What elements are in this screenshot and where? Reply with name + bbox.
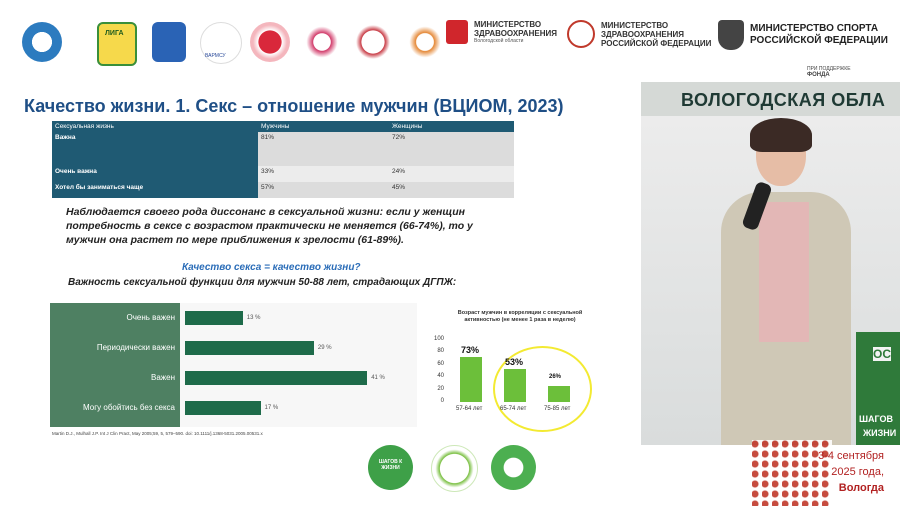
table-cell: 33% bbox=[258, 166, 389, 182]
bar-value-label: 53% bbox=[505, 357, 524, 368]
region-banner-text: ВОЛОГОДСКАЯ ОБЛА bbox=[681, 90, 886, 110]
emblem-logo bbox=[152, 22, 186, 62]
event-city: Вологда bbox=[838, 482, 884, 494]
red-cross-icon bbox=[446, 20, 468, 44]
liga-logo-text: ЛИГА bbox=[105, 30, 124, 37]
caduceus-icon bbox=[567, 20, 595, 48]
bar bbox=[185, 401, 261, 415]
speaker-video bbox=[641, 82, 900, 445]
table-cell: 24% bbox=[389, 166, 514, 182]
slide-title: Качество жизни. 1. Секс – отношение мужчин (ВЦИОМ, 2023) bbox=[24, 96, 564, 116]
table-header: Женщины bbox=[389, 121, 514, 132]
event-dates bbox=[818, 448, 884, 496]
ministry-sub: Вологодской области bbox=[474, 38, 524, 44]
ministry-name: МИНИСТЕРСТВО ЗДРАВООХРАНЕНИЯ РОССИЙСКОЙ ФЕДЕРАЦИИ bbox=[601, 20, 712, 48]
steps-logo bbox=[368, 445, 413, 490]
bar-value-label: 13 % bbox=[246, 315, 261, 321]
speaker-hair bbox=[750, 118, 812, 152]
y-tick-label: 40 bbox=[437, 373, 444, 380]
dissonance-note: Наблюдается своего рода диссонанс в сексуальной жизни: если у женщин потребность в сексе с возрастом практически не меняется (66-74%), то у мужчин она растет по мере приближения к зрелости (61-89%). bbox=[66, 206, 473, 246]
rf-health-ministry bbox=[567, 20, 711, 48]
x-tick-label: 57-64 лет bbox=[456, 406, 483, 412]
table-cell: Важна bbox=[52, 132, 258, 166]
table-header: Мужчины bbox=[258, 121, 389, 132]
bar-value-label: 73% bbox=[461, 344, 480, 355]
table-cell: 72% bbox=[389, 132, 514, 166]
sun-logo bbox=[405, 22, 445, 62]
rings-logo bbox=[431, 445, 478, 492]
event-date: 3-4 сентября bbox=[818, 450, 884, 462]
y-tick-label: 100 bbox=[433, 336, 444, 342]
bar-value-label: 41 % bbox=[371, 375, 385, 381]
importance-bar-chart bbox=[50, 303, 417, 427]
side-text: ОС bbox=[873, 347, 891, 361]
quality-question: Качество секса = качество жизни? bbox=[182, 262, 361, 273]
green-person-logo bbox=[491, 445, 536, 490]
table-header: Сексуальная жизнь bbox=[52, 121, 258, 132]
y-tick-label: 0 bbox=[440, 398, 444, 404]
bar-category-label: Могу обойтись без секса bbox=[83, 403, 175, 412]
table-cell: Очень важна bbox=[52, 166, 258, 182]
ministry-name: МИНИСТЕРСТВО ЗДРАВООХРАНЕНИЯ bbox=[474, 20, 557, 38]
y-tick-label: 80 bbox=[437, 348, 444, 355]
table-cell: 45% bbox=[389, 182, 514, 198]
table-row bbox=[52, 182, 514, 198]
x-tick-label: 75-85 лет bbox=[544, 406, 571, 412]
vologda-health-ministry bbox=[446, 20, 557, 44]
liga-logo bbox=[97, 22, 137, 66]
bar-value-label: 29 % bbox=[317, 345, 332, 351]
table-header-row bbox=[52, 121, 514, 132]
support-line: ПРИ ПОДДЕРЖКЕ bbox=[807, 66, 851, 72]
bar bbox=[548, 386, 570, 402]
bar-category-label: Важен bbox=[150, 373, 175, 382]
eagle-emblem-icon bbox=[718, 20, 744, 50]
ministry-name: МИНИСТЕРСТВО СПОРТА РОССИЙСКОЙ ФЕДЕРАЦИИ bbox=[750, 23, 888, 46]
y-tick-label: 20 bbox=[437, 385, 444, 392]
event-year: 2025 года, bbox=[831, 466, 884, 478]
varmsu-logo-text: ВАРМСУ bbox=[205, 53, 226, 59]
table-cell: 57% bbox=[258, 182, 389, 198]
bar-category-label: Очень важен bbox=[126, 313, 175, 322]
table-row bbox=[52, 166, 514, 182]
side-text: ШАГОВ bbox=[859, 414, 894, 424]
age-chart-title: Возраст мужчин в корреляции с сексуальной активностью (не менее 1 раза в неделю) bbox=[457, 310, 583, 323]
rf-sport-ministry bbox=[718, 20, 888, 50]
bar-value-label: 26% bbox=[549, 373, 562, 380]
bar bbox=[460, 357, 482, 402]
bar-category-label: Периодически важен bbox=[96, 343, 175, 352]
support-caption bbox=[807, 66, 851, 78]
red-ring-logo bbox=[353, 22, 393, 62]
age-bar-chart bbox=[430, 335, 600, 420]
table-cell: Хотел бы заниматься чаще bbox=[52, 182, 258, 198]
bar bbox=[185, 311, 243, 325]
table-cell: 81% bbox=[258, 132, 389, 166]
flower-logo bbox=[302, 22, 342, 62]
chart-subtitle: Важность сексуальной функции для мужчин 50-88 лет, страдающих ДГПЖ: bbox=[68, 277, 457, 288]
survey-table bbox=[52, 121, 514, 198]
side-text: ЖИЗНИ bbox=[863, 428, 897, 438]
cis-logo bbox=[22, 22, 62, 62]
speaker-shirt bbox=[759, 202, 809, 342]
bar bbox=[185, 341, 314, 355]
bar bbox=[185, 371, 367, 385]
y-tick-label: 60 bbox=[437, 360, 444, 367]
citation: Martin D.J., Mulhall J.P. Int J Clin Pract, May 2005;59, 5, 579–590. doi: 10.1111/j.1368-5031.2005.00531.x bbox=[52, 431, 263, 436]
bar-value-label: 17 % bbox=[264, 405, 279, 411]
support-line: ФОНДА bbox=[807, 72, 830, 78]
varmsu-logo bbox=[200, 22, 242, 64]
x-tick-label: 65-74 лет bbox=[500, 406, 527, 412]
steps-logo-text: ШАГОВ К ЖИЗНИ bbox=[378, 459, 403, 471]
heart-logo bbox=[250, 22, 290, 62]
bar bbox=[504, 369, 526, 402]
table-row bbox=[52, 132, 514, 166]
